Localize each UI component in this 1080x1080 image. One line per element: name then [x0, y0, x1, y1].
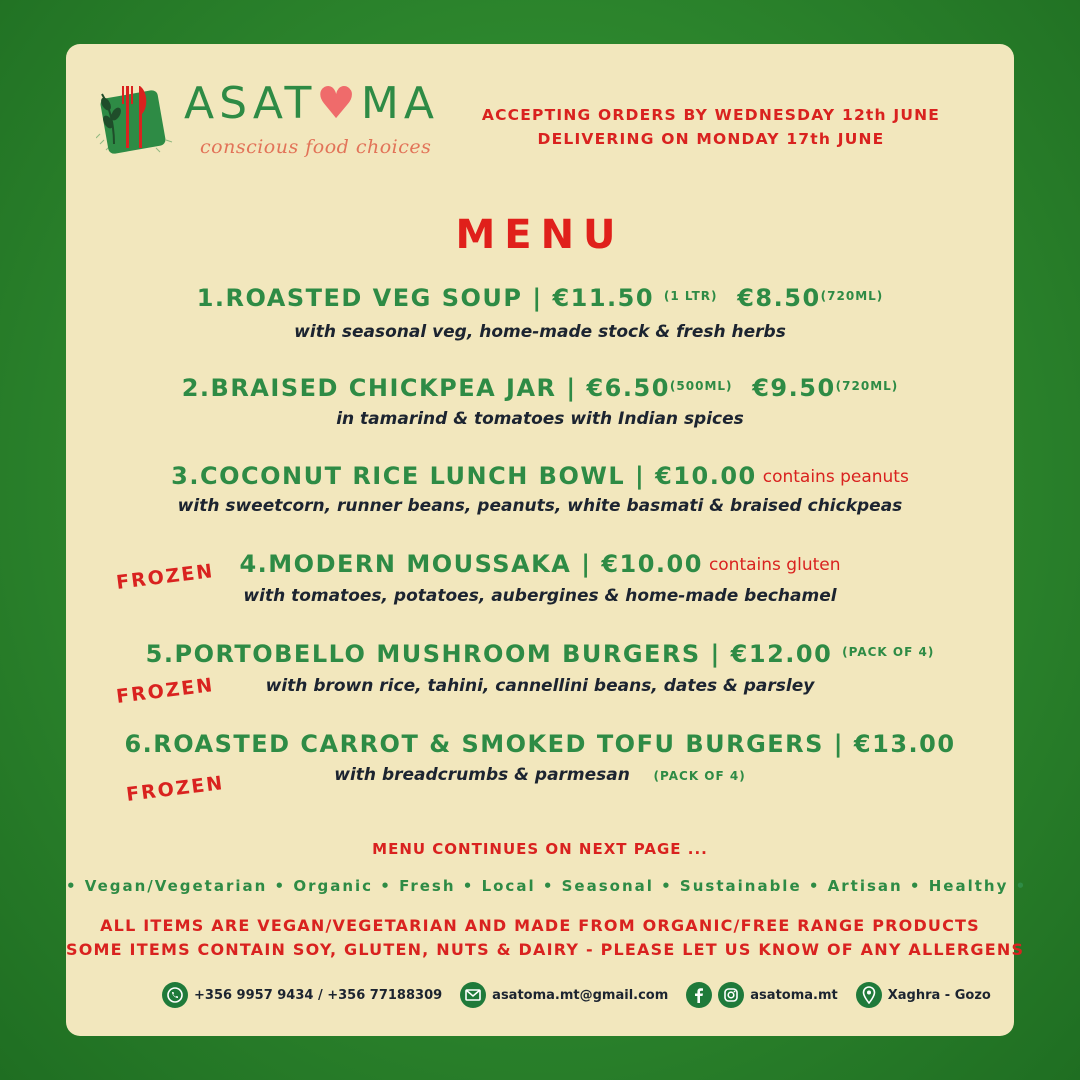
- menu-item-4-title: 4.MODERN MOUSSAKA | €10.00 contains gluten: [239, 550, 841, 578]
- contact-bar: [162, 980, 991, 1010]
- email-icon: [460, 982, 486, 1008]
- ingredients-note: ALL ITEMS ARE VEGAN/VEGETARIAN AND MADE FROM ORGANIC/FREE RANGE PRODUCTS: [100, 916, 980, 935]
- facebook-icon[interactable]: [686, 982, 712, 1008]
- allergens-note: SOME ITEMS CONTAIN SOY, GLUTEN, NUTS & DAIRY - PLEASE LET US KNOW OF ANY ALLERGENS: [66, 940, 1025, 959]
- instagram-icon[interactable]: [718, 982, 744, 1008]
- brand-wordmark: ASAT♥MA: [184, 78, 439, 129]
- menu-item-5-title: 5.PORTOBELLO MUSHROOM BURGERS | €12.00 $^{(PACK OF 4)}$: [145, 640, 935, 668]
- frozen-label: FROZEN: [125, 772, 226, 806]
- menu-item-2-title: 2.BRAISED CHICKPEA JAR | $€6.50^{(500ML)}$ $€9.50^{(720ML)}$: [181, 374, 899, 402]
- social-handle[interactable]: asatoma.mt: [750, 987, 838, 1003]
- frozen-label: FROZEN: [115, 560, 216, 594]
- menu-card: [66, 44, 1028, 1036]
- order-deadline: ACCEPTING ORDERS BY WEDNESDAY 12th JUNE: [481, 106, 941, 124]
- location-text: Xaghra - Gozo: [887, 987, 991, 1003]
- brand-values: • Vegan/Vegetarian • Organic • Fresh • Local • Seasonal • Sustainable • Artisan • Healthy •: [66, 877, 1028, 895]
- email-address[interactable]: asatoma.mt@gmail.com: [492, 987, 669, 1003]
- frozen-label: FROZEN: [115, 674, 216, 708]
- menu-item-6-title: 6.ROASTED CARROT & SMOKED TOFU BURGERS | €13.00: [124, 730, 956, 758]
- menu-item-1-description: with seasonal veg, home-made stock & fresh herbs: [294, 322, 786, 342]
- allergen-note: contains peanuts: [762, 467, 909, 487]
- menu-item-1-title: 1.ROASTED VEG SOUP | €11.50 $^{(1 LTR)}$ $€8.50^{(720ML)}$: [196, 284, 884, 312]
- brand-tagline: conscious food choices: [200, 136, 432, 158]
- menu-item-3-title: 3.COCONUT RICE LUNCH BOWL | €10.00 contains peanuts: [171, 462, 909, 490]
- menu-item-3-description: with sweetcorn, runner beans, peanuts, white basmati & braised chickpeas: [177, 496, 903, 516]
- whatsapp-icon: [162, 982, 188, 1008]
- menu-continues-note: MENU CONTINUES ON NEXT PAGE ...: [372, 840, 708, 858]
- asatoma-logo-mark: [96, 74, 178, 156]
- menu-title: MENU: [455, 212, 625, 258]
- location-pin-icon: [856, 982, 882, 1008]
- menu-item-2-description: in tamarind & tomatoes with Indian spices: [336, 409, 744, 429]
- menu-item-5-description: with brown rice, tahini, cannellini beans, dates & parsley: [265, 676, 815, 696]
- allergen-note: contains gluten: [708, 555, 841, 575]
- phone-numbers[interactable]: +356 9957 9434 / +356 77188309: [194, 987, 443, 1003]
- heart-icon: ♥: [316, 78, 361, 129]
- menu-item-4-description: with tomatoes, potatoes, aubergines & home-made bechamel: [243, 586, 837, 606]
- delivery-date: DELIVERING ON MONDAY 17th JUNE: [537, 130, 885, 148]
- menu-item-6-description: with breadcrumbs & parmesan (PACK OF 4): [334, 765, 746, 785]
